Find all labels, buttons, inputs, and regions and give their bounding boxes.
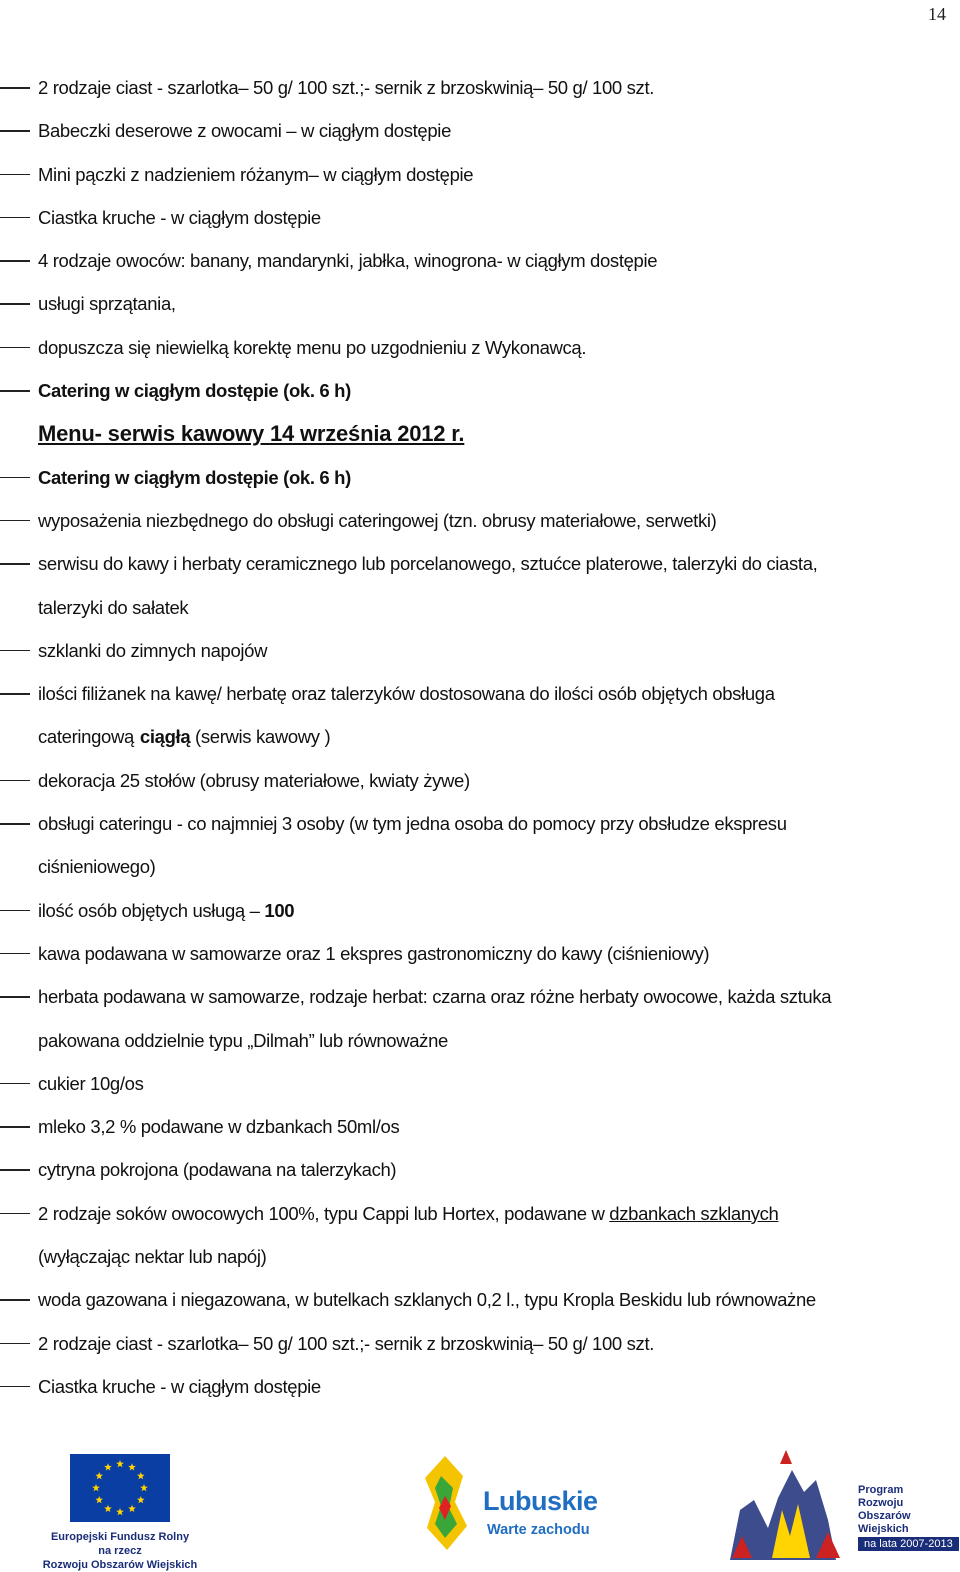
list-item xyxy=(0,1148,960,1191)
dash-bullet-icon xyxy=(0,1299,30,1301)
dash-bullet-icon xyxy=(0,1213,30,1215)
list-item xyxy=(0,715,960,758)
dash-bullet-icon xyxy=(0,996,30,998)
eu-fund-line2: na rzecz xyxy=(98,1545,142,1557)
list-item xyxy=(0,369,960,412)
lubuskie-logo xyxy=(405,1446,645,1562)
dash-bullet-icon xyxy=(0,87,30,89)
list-item xyxy=(0,586,960,629)
lubuskie-subtitle: Warte zachodu xyxy=(487,1522,590,1538)
dash-bullet-icon xyxy=(0,130,30,132)
text-run: ciągłą xyxy=(139,726,191,748)
list-item-text: serwisu do kawy i herbaty ceramicznego lub porcelanowego, sztućce platerowe, talerzyki do ciasta, xyxy=(38,553,818,575)
dash-bullet-icon xyxy=(0,1343,30,1345)
list-item-text: cukier 10g/os xyxy=(38,1072,144,1094)
text-run: dzbankach szklanych xyxy=(609,1202,779,1224)
list-item-text: Mini pączki z nadzieniem różanym– w ciągłym dostępie xyxy=(38,163,474,185)
dash-bullet-icon xyxy=(0,260,30,262)
list-item-text: dekoracja 25 stołów (obrusy materiałowe, kwiaty żywe) xyxy=(38,769,470,791)
lubuskie-title: Lubuskie xyxy=(483,1486,598,1516)
list-item-text: mleko 3,2 % podawane w dzbankach 50ml/os xyxy=(38,1116,400,1138)
list-item xyxy=(0,1019,960,1062)
dash-bullet-icon xyxy=(0,953,30,955)
dash-bullet-icon xyxy=(0,477,30,479)
list-item-text: woda gazowana i niegazowana, w butelkach szklanych 0,2 l., typu Kropla Beskidu lub równoważne xyxy=(38,1289,816,1311)
dash-bullet-icon xyxy=(0,823,30,825)
list-item-text: Ciastka kruche - w ciągłym dostępie xyxy=(38,206,321,228)
list-item xyxy=(0,153,960,196)
list-item-text: Menu- serwis kawowy 14 września 2012 r. xyxy=(38,421,465,447)
list-item-text: obsługi cateringu - co najmniej 3 osoby (w tym jedna osoba do pomocy przy obsłudze ekspresu xyxy=(38,813,787,835)
dash-bullet-icon xyxy=(0,174,30,176)
dash-bullet-icon xyxy=(0,1126,30,1128)
dash-bullet-icon xyxy=(0,693,30,695)
dash-bullet-icon xyxy=(0,520,30,522)
prow-emblem-icon xyxy=(720,1440,855,1565)
list-item-text: Catering w ciągłym dostępie (ok. 6 h) xyxy=(38,380,351,402)
list-item xyxy=(0,542,960,585)
list-item-text: (wyłączając nektar lub napój) xyxy=(38,1246,267,1268)
list-item xyxy=(0,239,960,282)
list-item-text xyxy=(38,1192,779,1235)
list-item xyxy=(0,672,960,715)
dash-bullet-icon xyxy=(0,910,30,912)
dash-bullet-icon xyxy=(0,563,30,565)
list-item-text: wyposażenia niezbędnego do obsługi cateringowej (tzn. obrusy materiałowe, serwetki) xyxy=(38,509,717,531)
text-run: ilość osób objętych usługą – xyxy=(38,899,265,921)
prow-line3: Obszarów xyxy=(858,1510,911,1522)
list-item xyxy=(0,975,960,1018)
list-item-text: cytryna pokrojona (podawana na talerzykach) xyxy=(38,1159,397,1181)
catering-item-list xyxy=(0,66,960,1408)
list-item-text xyxy=(38,715,330,758)
dash-bullet-icon xyxy=(0,1386,30,1388)
list-item xyxy=(0,932,960,975)
list-item xyxy=(0,456,960,499)
dash-bullet-icon xyxy=(0,303,30,305)
text-run: 100 xyxy=(264,899,295,921)
list-item xyxy=(0,1365,960,1408)
list-item-text: 4 rodzaje owoców: banany, mandarynki, jabłka, winogrona- w ciągłym dostępie xyxy=(38,250,658,272)
list-item xyxy=(0,326,960,369)
text-run: (serwis kawowy ) xyxy=(190,726,331,748)
page-number: 14 xyxy=(928,4,946,24)
prow-line2: Rozwoju xyxy=(858,1497,904,1509)
list-item-text: 2 rodzaje ciast - szarlotka– 50 g/ 100 szt.;- sernik z brzoskwinią– 50 g/ 100 szt. xyxy=(38,77,655,98)
dash-bullet-icon xyxy=(0,1169,30,1171)
eu-fund-line3: Rozwoju Obszarów Wiejskich xyxy=(42,1559,198,1571)
list-item-text: kawa podawana w samowarze oraz 1 ekspres gastronomiczny do kawy (ciśnieniowy) xyxy=(38,942,710,964)
list-item-text xyxy=(38,889,294,932)
prow-line1: Program xyxy=(858,1484,904,1496)
dash-bullet-icon xyxy=(0,390,30,392)
list-item-text: Catering w ciągłym dostępie (ok. 6 h) xyxy=(38,466,351,488)
dash-bullet-icon xyxy=(0,650,30,652)
list-item xyxy=(0,282,960,325)
list-item xyxy=(0,1278,960,1321)
list-item xyxy=(0,889,960,932)
dash-bullet-icon xyxy=(0,217,30,219)
prow-years-badge: na lata 2007-2013 xyxy=(858,1537,959,1551)
list-item-text: ilości filiżanek na kawę/ herbatę oraz talerzyków dostosowana do ilości osób objętych obsługa xyxy=(38,683,775,705)
list-item xyxy=(0,845,960,888)
eu-flag-icon xyxy=(70,1454,170,1522)
list-item-text: talerzyki do sałatek xyxy=(38,596,189,618)
list-item-text: dopuszcza się niewielką korektę menu po uzgodnieniu z Wykonawcą. xyxy=(38,336,587,358)
list-item-text: usługi sprzątania, xyxy=(38,293,176,315)
prow-line4: Wiejskich xyxy=(858,1523,909,1535)
list-item-text: ciśnieniowego) xyxy=(38,856,156,878)
list-item-text: herbata podawana w samowarze, rodzaje herbat: czarna oraz różne herbaty owocowe, każda sztuka xyxy=(38,986,832,1008)
prow-caption xyxy=(858,1484,911,1536)
dash-bullet-icon xyxy=(0,347,30,349)
list-item-text: Babeczki deserowe z owocami – w ciągłym dostępie xyxy=(38,120,452,142)
footer-logos xyxy=(0,1440,960,1571)
list-item xyxy=(0,66,960,109)
list-item xyxy=(0,196,960,239)
text-run: 2 rodzaje soków owocowych 100%, typu Cappi lub Hortex, podawane w xyxy=(38,1202,610,1224)
prow-logo xyxy=(720,1440,960,1565)
list-item-text: 2 rodzaje ciast - szarlotka– 50 g/ 100 szt.;- sernik z brzoskwinią– 50 g/ 100 szt. xyxy=(38,1332,655,1354)
eu-fund-line1: Europejski Fundusz Rolny xyxy=(50,1531,190,1543)
text-run: cateringową xyxy=(38,726,134,748)
section-heading xyxy=(0,412,960,455)
list-item xyxy=(0,1062,960,1105)
eu-fund-caption xyxy=(30,1530,210,1572)
list-item-text: Ciastka kruche - w ciągłym dostępie xyxy=(38,1375,321,1397)
list-item xyxy=(0,1322,960,1365)
list-item xyxy=(0,802,960,845)
dash-bullet-icon xyxy=(0,780,30,782)
list-item xyxy=(0,1105,960,1148)
list-item xyxy=(0,759,960,802)
list-item xyxy=(0,1235,960,1278)
list-item-text: szklanki do zimnych napojów xyxy=(38,639,268,661)
list-item xyxy=(0,629,960,672)
list-item xyxy=(0,499,960,542)
list-item xyxy=(0,1192,960,1235)
list-item-text: pakowana oddzielnie typu „Dilmah” lub równoważne xyxy=(38,1029,448,1051)
lubuskie-emblem-icon xyxy=(405,1446,485,1562)
list-item xyxy=(0,109,960,152)
dash-bullet-icon xyxy=(0,1083,30,1085)
